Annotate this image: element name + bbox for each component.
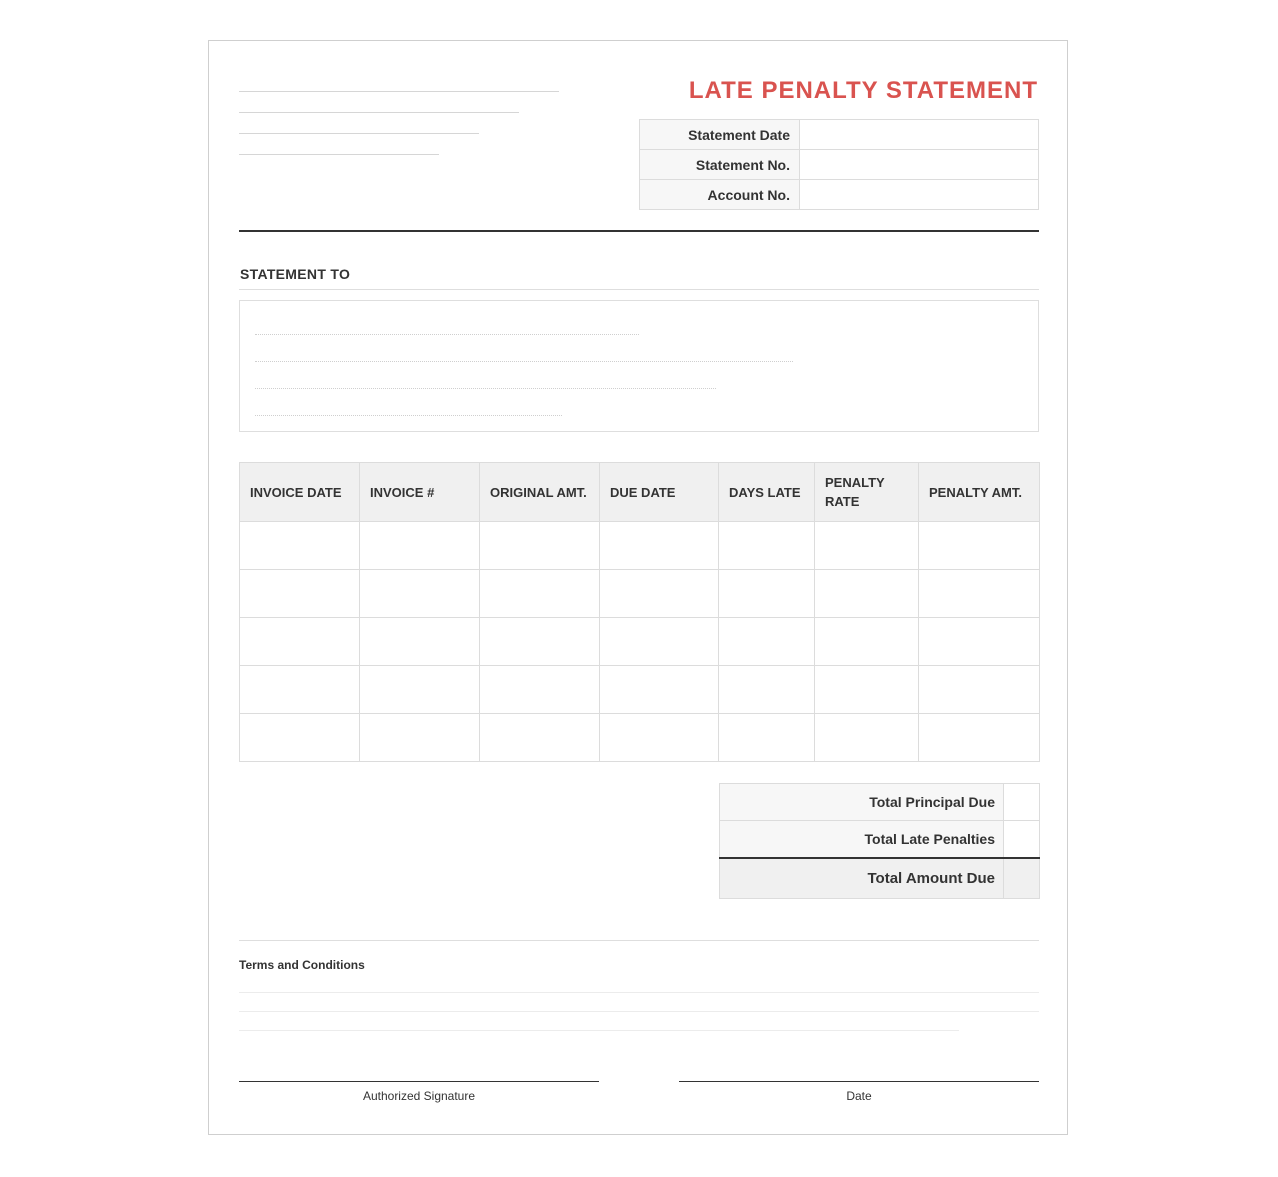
table-cell[interactable] — [919, 522, 1040, 570]
table-header-row — [240, 463, 1040, 522]
total-principal-label: Total Principal Due — [720, 784, 1004, 821]
table-cell[interactable] — [360, 714, 480, 762]
table-cell[interactable] — [240, 666, 360, 714]
table-cell[interactable] — [360, 666, 480, 714]
table-cell[interactable] — [815, 666, 919, 714]
table-cell[interactable] — [240, 618, 360, 666]
column-header-invoice-date: INVOICE DATE — [240, 463, 360, 522]
table-cell[interactable] — [360, 618, 480, 666]
company-line[interactable] — [239, 154, 439, 155]
account-no-field[interactable] — [800, 180, 1039, 210]
table-cell[interactable] — [480, 714, 600, 762]
invoice-table — [239, 462, 1040, 762]
table-cell[interactable] — [919, 666, 1040, 714]
date-line[interactable] — [679, 1081, 1039, 1082]
table-cell[interactable] — [600, 714, 719, 762]
date-label: Date — [846, 1089, 872, 1103]
address-line[interactable] — [255, 334, 639, 335]
table-cell[interactable] — [360, 570, 480, 618]
terms-divider — [239, 940, 1039, 941]
total-principal-row — [720, 784, 1040, 821]
table-cell[interactable] — [919, 714, 1040, 762]
statement-to-title: STATEMENT TO — [240, 266, 351, 282]
authorized-signature-label: Authorized Signature — [362, 1089, 476, 1103]
statement-date-field[interactable] — [800, 120, 1039, 150]
signature-line[interactable] — [239, 1081, 599, 1082]
table-row — [240, 618, 1040, 666]
terms-line[interactable] — [239, 992, 1039, 993]
column-header-penalty-rate: PENALTY RATE — [815, 463, 919, 522]
statement-page — [208, 40, 1068, 1135]
address-line[interactable] — [255, 361, 793, 362]
table-cell[interactable] — [815, 618, 919, 666]
section-divider — [239, 289, 1039, 290]
terms-title: Terms and Conditions — [239, 958, 365, 972]
totals-table — [719, 783, 1040, 899]
table-row — [240, 570, 1040, 618]
column-header-days-late: DAYS LATE — [719, 463, 815, 522]
statement-no-field[interactable] — [800, 150, 1039, 180]
column-header-invoice-number: INVOICE # — [360, 463, 480, 522]
statement-to-box[interactable] — [239, 300, 1039, 432]
table-row — [240, 522, 1040, 570]
column-header-penalty-amount: PENALTY AMT. — [919, 463, 1040, 522]
table-cell[interactable] — [240, 522, 360, 570]
table-cell[interactable] — [719, 570, 815, 618]
column-header-original-amount: ORIGINAL AMT. — [480, 463, 600, 522]
table-cell[interactable] — [480, 618, 600, 666]
company-line[interactable] — [239, 112, 519, 113]
table-cell[interactable] — [240, 714, 360, 762]
table-cell[interactable] — [480, 570, 600, 618]
company-line[interactable] — [239, 133, 479, 134]
address-line[interactable] — [255, 388, 716, 389]
header-divider — [239, 230, 1039, 232]
table-cell[interactable] — [815, 522, 919, 570]
terms-line[interactable] — [239, 1011, 1039, 1012]
table-cell[interactable] — [719, 618, 815, 666]
statement-no-label: Statement No. — [640, 150, 800, 180]
table-cell[interactable] — [600, 618, 719, 666]
table-cell[interactable] — [480, 666, 600, 714]
table-row — [240, 666, 1040, 714]
total-principal-field[interactable] — [1004, 784, 1040, 821]
statement-meta-table — [639, 119, 1039, 210]
total-penalties-row — [720, 821, 1040, 859]
total-penalties-field[interactable] — [1004, 821, 1040, 859]
document-title: LATE PENALTY STATEMENT — [688, 77, 1038, 104]
total-amount-due-label: Total Amount Due — [720, 858, 1004, 899]
table-cell[interactable] — [719, 714, 815, 762]
table-cell[interactable] — [719, 522, 815, 570]
table-cell[interactable] — [240, 570, 360, 618]
company-line[interactable] — [239, 91, 559, 92]
table-cell[interactable] — [600, 522, 719, 570]
total-amount-due-field[interactable] — [1004, 858, 1040, 899]
account-no-label: Account No. — [640, 180, 800, 210]
address-line[interactable] — [255, 415, 562, 416]
statement-date-label: Statement Date — [640, 120, 800, 150]
table-cell[interactable] — [360, 522, 480, 570]
table-cell[interactable] — [815, 714, 919, 762]
terms-line[interactable] — [239, 1030, 959, 1031]
total-amount-due-row — [720, 858, 1040, 899]
total-penalties-label: Total Late Penalties — [720, 821, 1004, 859]
table-cell[interactable] — [815, 570, 919, 618]
table-cell[interactable] — [600, 570, 719, 618]
table-cell[interactable] — [600, 666, 719, 714]
table-cell[interactable] — [919, 570, 1040, 618]
table-cell[interactable] — [919, 618, 1040, 666]
column-header-due-date: DUE DATE — [600, 463, 719, 522]
table-cell[interactable] — [480, 522, 600, 570]
table-cell[interactable] — [719, 666, 815, 714]
table-row — [240, 714, 1040, 762]
